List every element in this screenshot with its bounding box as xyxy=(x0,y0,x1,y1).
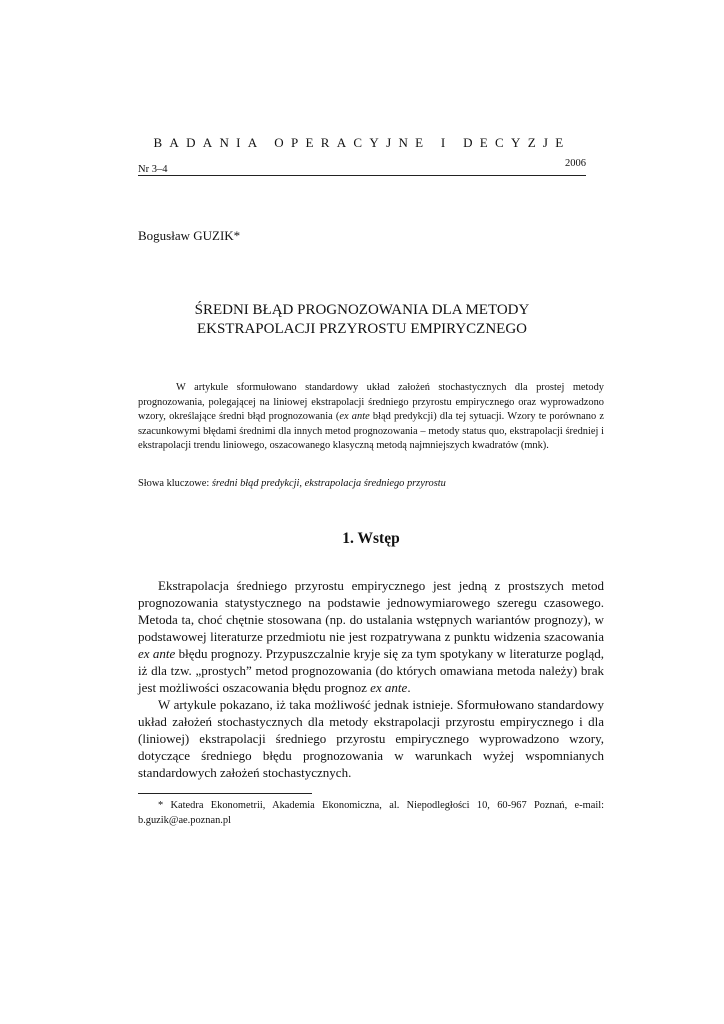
footnote-divider xyxy=(138,793,312,794)
p1-text-b: błędu prognozy. Przypuszczalnie kryje się za tym spotykany w literaturze pogląd, iż dla tzw. „prostych” metod prognozowania (do których omawiana metoda należy) brak jest możliwości oszacowania błędu prognoz xyxy=(138,646,605,695)
p1-italic-1: ex ante xyxy=(138,646,176,661)
journal-title: BADANIA OPERACYJNE I DECYZJE xyxy=(153,135,571,150)
keywords xyxy=(138,478,604,489)
section-heading: 1. Wstęp xyxy=(342,530,400,547)
body-paragraph-2: W artykule pokazano, iż taka możliwość jednak istnieje. Sformułowano standardowy układ założeń stochastycznych dla metody ekstrapolacji przyrostu empirycznego i dla (liniowej) ekstrapolacji średniego przyrostu empirycznego wyprowadzono wzory, dotyczące średniego błędu prognozowania w warunkach wyżej wspomnianych standardowych założeń stochastycznych. xyxy=(138,697,604,780)
article-title xyxy=(138,301,586,339)
footnote: * Katedra Ekonometrii, Akademia Ekonomiczna, al. Niepodległości 10, 60-967 Poznań, e-mail: b.guzik@ae.poznan.pl xyxy=(138,800,604,826)
author-name: Bogusław GUZIK* xyxy=(138,228,241,243)
keywords-label: Słowa kluczowe: xyxy=(138,478,212,489)
body-paragraph-1 xyxy=(138,577,604,696)
p1-text-a: Ekstrapolacja średniego przyrostu empirycznego jest jedną z prostszych metod prognozowania statystycznego na podstawie jednowymiarowego szeregu czasowego. Metoda ta, choć chętnie stosowana (np. do ustalania wstępnych wariantów prognozy), w podstawowej literaturze przedmiotu nie jest rozpatrywana z punktu widzenia szacowania xyxy=(138,578,604,644)
issue-year: 2006 xyxy=(565,158,586,169)
p1-text-c: . xyxy=(407,680,411,695)
abstract-text-2: błąd predykcji) dla tej sytuacji. Wzory te porównano z szacunkowymi błędami średnimi dla innych metod prognozowania – metody status quo, ekstrapolacji średniej i ekstrapolacji trendu liniowego, oszacowanego klasyczną metodą najmniejszych kwadratów (mnk). xyxy=(138,411,604,452)
abstract-italic: ex ante xyxy=(339,411,370,423)
issue-number: Nr 3–4 xyxy=(138,164,168,175)
abstract-text-1: W artykule sformułowano standardowy układ założeń stochastycznych dla prostej metody prognozowania, polegającej na liniowej ekstrapolacji średniego przyrostu empirycznego oraz wyprowadzono wzory, określające średni błąd prognozowania ( xyxy=(138,382,604,423)
abstract xyxy=(138,381,604,454)
issue-row xyxy=(138,158,586,174)
header-divider xyxy=(138,175,586,176)
keywords-value: średni błąd predykcji, ekstrapolacja średniego przyrostu xyxy=(211,478,446,489)
p1-italic-2: ex ante xyxy=(370,680,408,695)
article-title-line-2: EKSTRAPOLACJI PRZYROSTU EMPIRYCZNEGO xyxy=(196,321,528,337)
article-title-line-1: ŚREDNI BŁĄD PROGNOZOWANIA DLA METODY xyxy=(194,302,530,318)
